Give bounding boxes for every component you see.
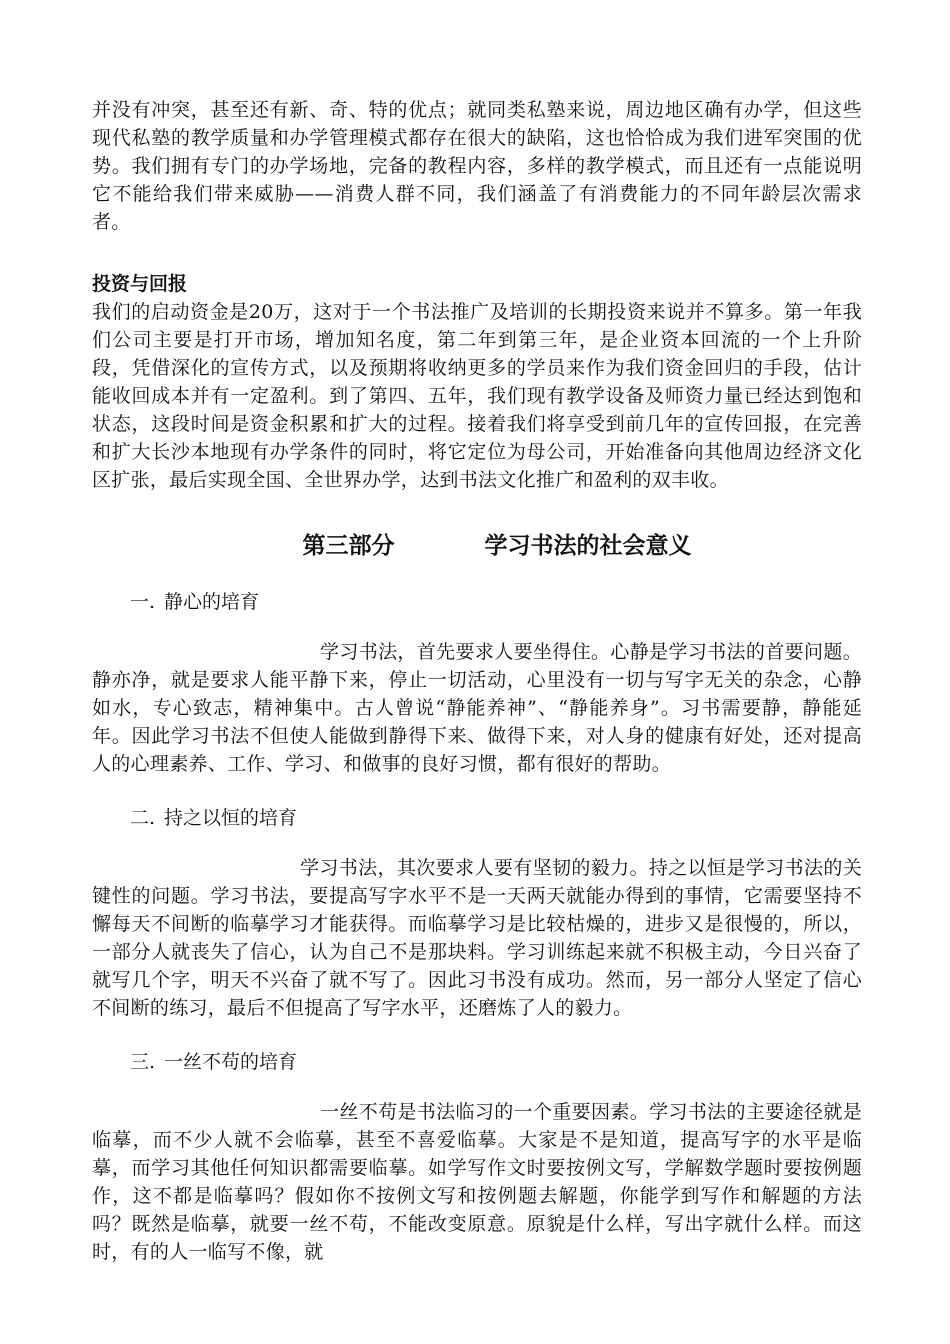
section-2-paragraph: 学习书法，其次要求人要有坚韧的毅力。持之以恒是学习书法的关键性的问题。学习书法，要提高写字水平不是一天两天就能办得到的事情，它需要坚持不懈每天不间断的临摹学习才能获得。而临摹学习是比较枯燥的，进步又是很慢的，所以，一部分人就丧失了信心，认为自己不是那块料。学习训练起来就不积极主动，今日兴奋了就写几个字，明天不兴奋了就不写了。因此习书没有成功。然而，另一部分人坚定了信心不间断的练习，最后不但提高了写字水平，还磨炼了人的毅力。 [92,857,862,1019]
section-3-number: 三. [130,1051,156,1073]
section-2-heading [92,804,862,832]
section-1-title: 静心的培育 [164,591,260,613]
part-three-title [92,530,862,562]
section-2-title: 持之以恒的培育 [164,807,298,829]
section-1-number: 一. [130,591,156,613]
part-three-label: 第三部分 [302,532,395,559]
investment-paragraph: 我们的启动资金是20万，这对于一个书法推广及培训的长期投资来说并不算多。第一年我们公司主要是打开市场，增加知名度，第二年到第三年，是企业资本回流的一个上升阶段，凭借深化的宣传方式，以及预期将收纳更多的学员来作为我们资金回归的手段，估计能收回成本并有一定盈利。到了第四、五年，我们现有教学设备及师资力量已经达到饱和状态，这段时间是资金积累和扩大的过程。接着我们将享受到前几年的宣传回报，在完善和扩大长沙本地现有办学条件的同时，将它定位为母公司，开始准备向其他周边经济文化区扩张，最后实现全国、全世界办学，达到书法文化推广和盈利的双丰收。 [92,301,862,491]
section-1-heading [92,588,862,616]
section-2-number: 二. [130,807,156,829]
section-3-paragraph: 一丝不苟是书法临习的一个重要因素。学习书法的主要途径就是临摹，而不少人就不会临摹，甚至不喜爱临摹。大家是不是知道，提高写字的水平是临摹，而学习其他任何知识都需要临摹。如学写作文时要按例文写，学解数学题时要按例题作，这不都是临摹吗？假如你不按例文写和按例题去解题，你能学到写作和解题的方法吗？既然是临摹，就要一丝不苟，不能改变原意。原貌是什么样，写出字就什么样。而这时，有的人一临写不像，就 [92,1101,862,1263]
investment-heading: 投资与回报 [92,273,188,295]
section-3-title: 一丝不苟的培育 [164,1051,298,1073]
section-3-heading [92,1048,862,1076]
intro-paragraph: 并没有冲突，甚至还有新、奇、特的优点；就同类私塾来说，周边地区确有办学，但这些现代私塾的教学质量和办学管理模式都存在很大的缺陷，这也恰恰成为我们进军突围的优势。我们拥有专门的办学场地，完备的教程内容，多样的教学模式，而且还有一点能说明它不能给我们带来威胁——消费人群不同，我们涵盖了有消费能力的不同年龄层次需求者。 [92,99,862,233]
part-three-heading: 学习书法的社会意义 [484,532,692,559]
section-1-paragraph: 学习书法，首先要求人要坐得住。心静是学习书法的首要问题。静亦净，就是要求人能平静下来，停止一切活动，心里没有一切与写字无关的杂念，心静如水，专心致志，精神集中。古人曾说“静能养神”、“静能养身”。习书需要静，静能延年。因此学习书法不但使人能做到静得下来、做得下来，对人身的健康有好处，还对提高人的心理素养、工作、学习、和做事的良好习惯，都有很好的帮助。 [92,641,862,775]
